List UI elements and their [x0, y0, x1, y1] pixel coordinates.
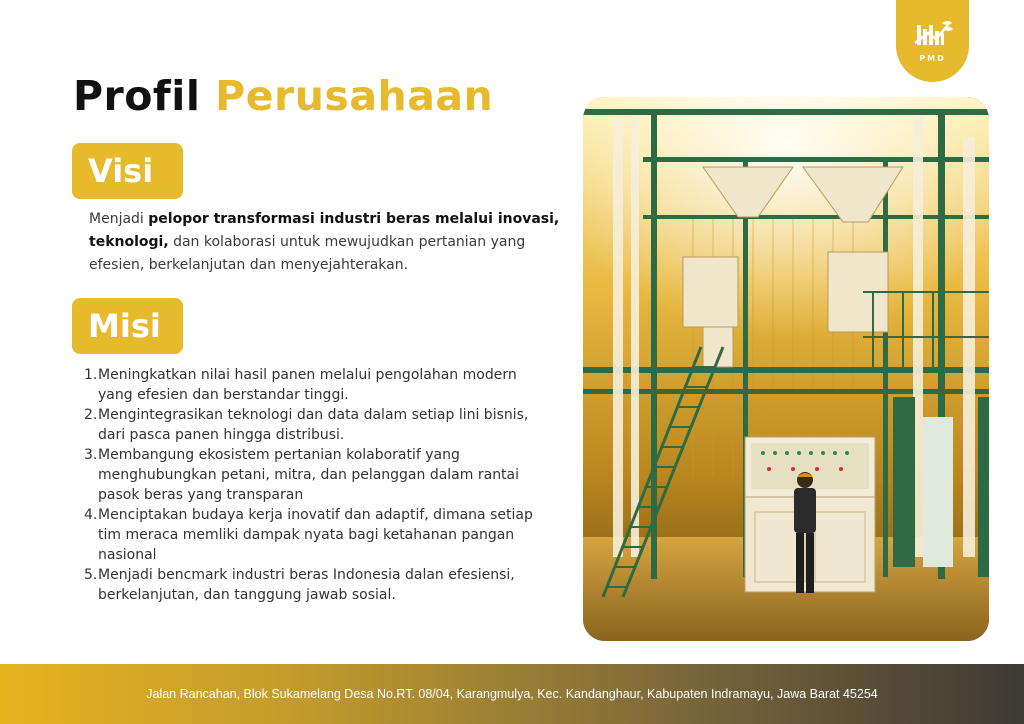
- misi-item-number: 1.: [84, 367, 98, 383]
- page-title-part1: Profil: [73, 72, 201, 120]
- visi-text-lead: Menjadi: [89, 211, 149, 227]
- misi-item-number: 4.: [84, 507, 98, 523]
- visi-text: [89, 208, 564, 277]
- misi-item-text: Menciptakan budaya kerja inovatif dan adaptif, dimana setiap tim meraca memliki dampak nyata bagi ketahanan pangan nasional: [98, 507, 533, 563]
- factory-photo: [583, 97, 989, 641]
- factory-illustration: [583, 97, 989, 641]
- page-title: [73, 72, 493, 120]
- misi-item: [84, 365, 534, 405]
- misi-heading: Misi: [72, 298, 183, 354]
- misi-item: [84, 445, 534, 505]
- visi-heading: Visi: [72, 143, 183, 199]
- misi-item-number: 2.: [84, 407, 98, 423]
- footer-address: Jalan Rancahan, Blok Sukamelang Desa No.RT. 08/04, Karangmulya, Kec. Kandanghaur, Kabupaten Indramayu, Jawa Barat 45254: [146, 687, 878, 701]
- misi-item: [84, 505, 534, 565]
- misi-item-number: 5.: [84, 567, 98, 583]
- logo-text: PMD: [919, 54, 946, 63]
- visi-text-rest: dan kolaborasi untuk mewujudkan pertanian yang efesien, berkelanjutan dan menyejahterakan.: [89, 234, 526, 273]
- misi-item-text: Menjadi bencmark industri beras Indonesia dalan efesiensi, berkelanjutan, dan tanggung jawab sosial.: [98, 567, 515, 603]
- misi-item-text: Mengintegrasikan teknologi dan data dalam setiap lini bisnis, dari pasca panen hingga distribusi.: [98, 407, 529, 443]
- company-logo: [896, 0, 969, 82]
- visi-text-bold: pelopor transformasi industri beras melalui inovasi, teknologi,: [89, 211, 560, 250]
- page-title-part2: Perusahaan: [215, 72, 494, 120]
- misi-item: [84, 565, 534, 605]
- rice-mill-logo-icon: [912, 19, 954, 53]
- misi-item-text: Membangung ekosistem pertanian kolaboratif yang menghubungkan petani, mitra, dan pelanggan dalam rantai pasok beras yang transparan: [98, 447, 520, 503]
- misi-item-number: 3.: [84, 447, 98, 463]
- misi-item-text: Meningkatkan nilai hasil panen melalui pengolahan modern yang efesien dan berstandar tinggi.: [98, 367, 517, 403]
- misi-item: [84, 405, 534, 445]
- footer-bar: [0, 664, 1024, 724]
- misi-list: [84, 365, 534, 605]
